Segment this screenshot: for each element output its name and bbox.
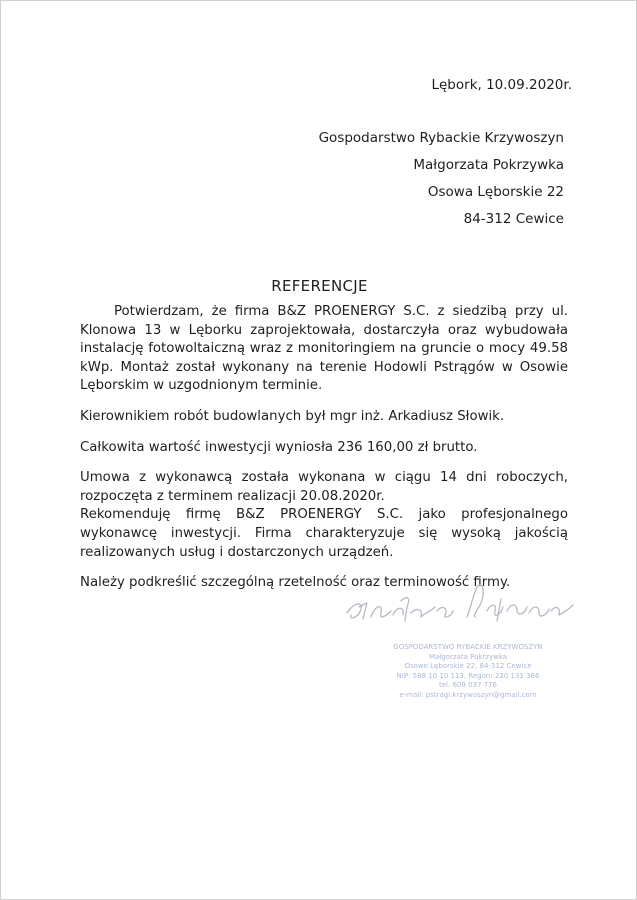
body-paragraph: Umowa z wykonawcą została wykonana w ciągu 14 dni roboczych, rozpoczęta z terminem realizacji 20.08.2020r. bbox=[80, 470, 568, 504]
stamp-line: Małgorzata Pokrzywka bbox=[428, 652, 508, 661]
stamp-line: Osowo Lęborskie 22, 84-312 Cewice bbox=[404, 662, 532, 671]
recipient-line: Osowa Lęborskie 22 bbox=[427, 184, 564, 200]
recipient-line: Gospodarstwo Rybackie Krzywoszyn bbox=[318, 130, 564, 146]
body-paragraph: Potwierdzam, że firma B&Z PROENERGY S.C. z siedzibą przy ul. Klonowa 13 w Lęborku zaprojektowała, dostarczyła oraz wybudowała instalację fotowoltaiczną wraz z monitoringiem na gruncie o mocy 49.58 kWp. Montaż został wykonany na terenie Hodowli Pstrągów w Osowie Lęborskim w uzgodnionym terminie. bbox=[80, 304, 568, 394]
company-stamp bbox=[373, 643, 563, 701]
handwritten-signature bbox=[341, 577, 581, 637]
stamp-line: GOSPODARSTWO RYBACKIE KRZYWOSZYN bbox=[393, 643, 543, 651]
body-paragraph: Całkowita wartość inwestycji wyniosła 236 160,00 zł brutto. bbox=[80, 439, 478, 455]
stamp-line: e-mail: pstragi.krzywoszyn@gmail.com bbox=[399, 690, 537, 699]
recipient-line: 84-312 Cewice bbox=[463, 211, 564, 227]
letter-title: REFERENCJE bbox=[271, 277, 368, 295]
body-paragraph: Kierownikiem robót budowlanych był mgr inż. Arkadiusz Słowik. bbox=[80, 408, 505, 424]
body-paragraph: Rekomenduję firmę B&Z PROENERGY S.C. jako profesjonalnego wykonawcę inwestycji. Firma charakteryzuje się wysoką jakością realizowanych usług i dostarczonych urządzeń. bbox=[80, 507, 568, 560]
stamp-line: tel. 609 037 776 bbox=[439, 681, 497, 690]
recipient-address bbox=[319, 125, 564, 233]
recipient-line: Małgorzata Pokrzywka bbox=[413, 157, 564, 173]
letter-date: Lębork, 10.09.2020r. bbox=[431, 77, 572, 93]
letter-body bbox=[80, 303, 568, 593]
body-paragraph: Należy podkreślić szczególną rzetelność oraz terminowość firmy. bbox=[80, 575, 511, 591]
stamp-line: NIP: 588 10 10 113, Regon: 220 131 366 bbox=[396, 671, 540, 680]
